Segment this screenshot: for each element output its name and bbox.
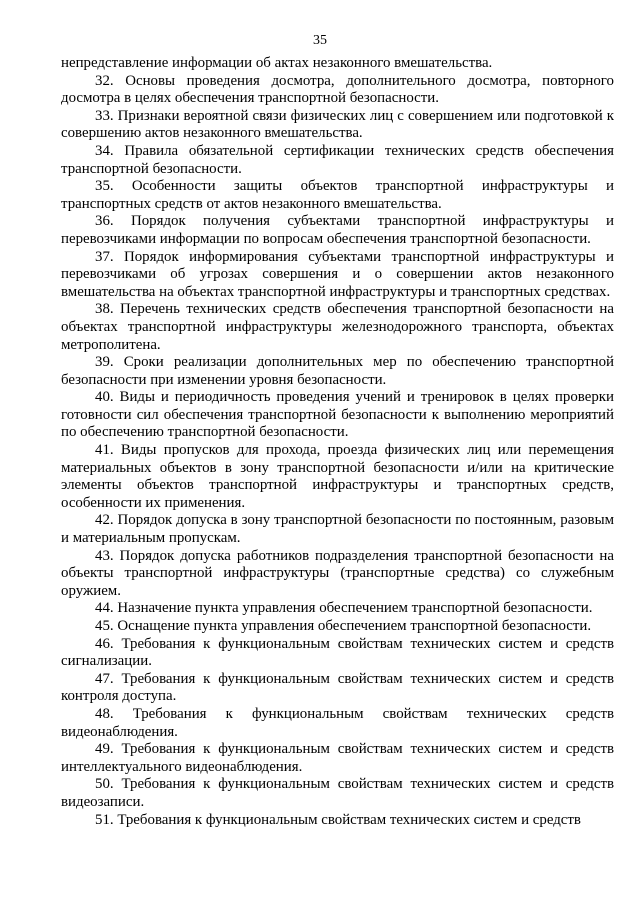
paragraph-item-50: 50. Требования к функциональным свойствам технических систем и средств видеозаписи. xyxy=(61,776,614,810)
paragraph-item-47: 47. Требования к функциональным свойствам технических систем и средств контроля доступа. xyxy=(61,670,614,705)
paragraph-item-51: 51. Требования к функциональным свойствам технических систем и средств xyxy=(95,811,581,828)
paragraph-item-36: 36. Порядок получения субъектами транспортной инфраструктуры и перевозчиками информации по вопросам обеспечения транспортной безопасности. xyxy=(61,213,614,247)
paragraph-item-41: 41. Виды пропусков для прохода, проезда физических лиц или перемещения материальных объектов в зону транспортной безопасности и/или на критические элементы объектов транспортной инфраструктуры и транспортных средств, особенности их применения. xyxy=(61,442,614,511)
paragraph-item-48: 48. Требования к функциональным свойствам технических средств видеонаблюдения. xyxy=(61,705,614,740)
paragraph-item-42: 42. Порядок допуска в зону транспортной безопасности по постоянным, разовым и материальным пропускам. xyxy=(61,512,614,547)
paragraph-item-46: 46. Требования к функциональным свойствам технических систем и средств сигнализации. xyxy=(61,635,614,670)
paragraph-item-43: 43. Порядок допуска работников подразделения транспортной безопасности на объекты транспортной инфраструктуры (транспортные средства) со служебным оружием. xyxy=(61,547,614,599)
document-body xyxy=(61,55,614,829)
paragraph-item-49: 49. Требования к функциональным свойствам технических систем и средств интеллектуального видеонаблюдения. xyxy=(61,741,614,775)
paragraph-item-34: 34. Правила обязательной сертификации технических средств обеспечения транспортной безопасности. xyxy=(61,142,614,177)
paragraph-item-39: 39. Сроки реализации дополнительных мер по обеспечению транспортной безопасности при изменении уровня безопасности. xyxy=(61,354,614,388)
paragraph-item-35: 35. Особенности защиты объектов транспортной инфраструктуры и транспортных средств от актов незаконного вмешательства. xyxy=(61,178,614,212)
paragraph-item-44: 44. Назначение пункта управления обеспечением транспортной безопасности. xyxy=(95,600,593,617)
paragraph-item-37: 37. Порядок информирования субъектами транспортной инфраструктуры и перевозчиками об угрозах совершения и о совершении актов незаконного вмешательства на объектах транспортной инфраструктуры и транспортных средствах. xyxy=(61,248,614,300)
paragraph-item-45: 45. Оснащение пункта управления обеспечением транспортной безопасности. xyxy=(95,618,592,634)
page-number: 35 xyxy=(313,33,327,48)
paragraph-item-33: 33. Признаки вероятной связи физических лиц с совершением или подготовкой к совершению актов незаконного вмешательства. xyxy=(61,107,614,142)
paragraph-item-38: 38. Перечень технических средств обеспечения транспортной безопасности на объектах транспортной инфраструктуры железнодорожного транспорта, объектах метрополитена. xyxy=(61,301,614,353)
paragraph-continuation: непредставление информации об актах незаконного вмешательства. xyxy=(61,55,493,71)
paragraph-item-32: 32. Основы проведения досмотра, дополнительного досмотра, повторного досмотра в целях обеспечения транспортной безопасности. xyxy=(61,72,614,107)
paragraph-item-40: 40. Виды и периодичность проведения учений и тренировок в целях проверки готовности сил обеспечения транспортной безопасности к выполнению мероприятий по обеспечению транспортной безопасности. xyxy=(61,389,614,441)
